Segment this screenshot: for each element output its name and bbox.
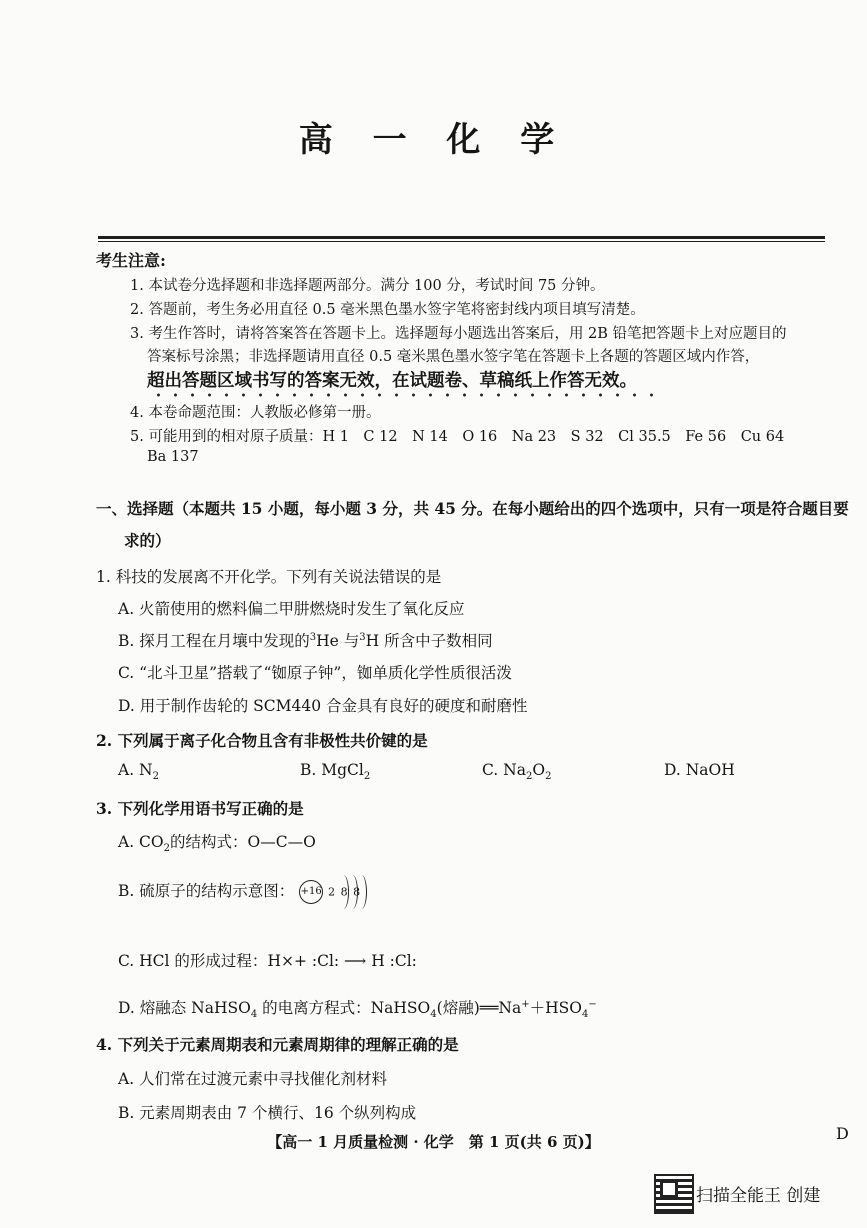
q2-c-sub2: 2: [545, 771, 552, 783]
q2-c-text: C. Na: [482, 761, 526, 779]
q4-option-b: B. 元素周期表由 7 个横行、16 个纵列构成: [118, 1104, 417, 1122]
notice-item-3-emphasis: 超出答题区域书写的答案无效，在试题卷、草稿纸上作答无效。: [147, 371, 637, 391]
q2-option-d: D. NaOH: [664, 761, 735, 779]
q3-d-post2: ＋HSO: [529, 999, 582, 1017]
q1-b-post: H 所含中子数相同: [365, 632, 493, 650]
q3-d-text: D. 熔融态 NaHSO: [118, 999, 251, 1017]
notice-item-5: 5. 可能用到的相对原子质量：H 1 C 12 N 14 O 16 Na 23 S 32 Cl 35.5 Fe 56 Cu 64: [130, 429, 785, 445]
q1-stem: 1. 科技的发展离不开化学。下列有关说法错误的是: [96, 568, 442, 586]
q1-option-b: [118, 629, 493, 651]
q3-d-sub2: 4: [430, 1009, 437, 1021]
q1-b-sup1: 3: [309, 631, 317, 643]
page-title: 高 一 化 学: [298, 120, 569, 160]
q2-stem: 2. 下列属于离子化合物且含有非极性共价键的是: [96, 731, 428, 750]
q3-c-text: C. HCl 的形成过程：: [118, 952, 268, 970]
q2-a-sub: 2: [152, 771, 159, 783]
q3-stem: 3. 下列化学用语书写正确的是: [96, 799, 304, 818]
q2-c-mid: O: [532, 761, 546, 779]
q2-option-b: [300, 761, 370, 782]
q3-d-post: (熔融)══Na: [436, 999, 522, 1017]
notice-item-3-cont: 答案标号涂黑；非选择题请用直径 0.5 毫米黑色墨水签字笔在答题卡上各题的答题区域内作答，: [147, 349, 760, 365]
q2-a-text: A. N: [118, 761, 153, 779]
notice-item-1: 1. 本试卷分选择题和非选择题两部分。满分 100 分，考试时间 75 分钟。: [130, 278, 605, 294]
header-rule-thick: [98, 236, 825, 239]
q1-option-d: D. 用于制作齿轮的 SCM440 合金具有良好的硬度和耐磨性: [118, 697, 528, 715]
q2-b-text: B. MgCl: [300, 761, 364, 779]
notice-item-5-cont: Ba 137: [147, 449, 199, 465]
q3-d-sub1: 4: [250, 1009, 258, 1021]
q3-d-sup2: −: [588, 998, 597, 1010]
q4-stem: 4. 下列关于元素周期表和元素周期律的理解正确的是: [96, 1035, 459, 1054]
q3-c-expr: H×+ :Cl: ⟶ H :Cl:: [267, 952, 417, 970]
section-heading: 一、选择题（本题共 15 小题，每小题 3 分，共 45 分。在每小题给出的四个选项中，只有一项是符合题目要: [96, 499, 849, 518]
shell-arc-3-icon: [356, 875, 367, 909]
notice-heading: 考生注意:: [96, 251, 166, 270]
sulfur-shells: 2 8 8: [328, 885, 362, 899]
q3-a-sub: 2: [163, 843, 170, 855]
q1-b-text: B. 探月工程在月壤中发现的: [118, 632, 310, 650]
q2-option-a: [118, 761, 159, 782]
sulfur-nucleus-icon: +16: [299, 880, 323, 904]
scanner-watermark: 扫描全能王 创建: [696, 1186, 821, 1206]
q1-b-mid: He 与: [316, 632, 360, 650]
header-rule-thin: [98, 241, 825, 242]
page-footer: 【高一 1 月质量检测 · 化学 第 1 页(共 6 页)】: [267, 1133, 600, 1151]
q3-option-a: [118, 830, 316, 854]
q1-option-c: C. “北斗卫星”搭载了“铷原子钟”，铷单质化学性质很活泼: [118, 664, 512, 682]
corner-mark: D: [836, 1124, 849, 1143]
q3-option-c: [118, 949, 417, 971]
q3-option-b: [118, 875, 367, 909]
q2-c-sub1: 2: [525, 771, 533, 783]
q3-b-text: B. 硫原子的结构示意图：: [118, 882, 295, 900]
q3-d-sup1: +: [521, 998, 530, 1010]
q3-d-mid: 的电离方程式：NaHSO: [257, 999, 431, 1017]
q2-b-sub: 2: [363, 771, 371, 783]
qr-finder-icon: [660, 1180, 678, 1198]
q1-b-sup2: 3: [359, 631, 366, 643]
q3-a-post: 的结构式：O—C—O: [170, 833, 316, 851]
q3-option-d: [118, 996, 597, 1020]
q3-a-text: A. CO: [118, 833, 164, 851]
notice-item-3: 3. 考生作答时，请将答案答在答题卡上。选择题每小题选出答案后，用 2B 铅笔把答题卡上对应题目的: [130, 326, 787, 342]
notice-item-2: 2. 答题前，考生务必用直径 0.5 毫米黑色墨水签字笔将密封线内项目填写清楚。: [130, 302, 645, 318]
emphasis-dots: [150, 393, 660, 397]
q3-d-sub3: 4: [581, 1009, 589, 1021]
q2-option-c: [482, 761, 551, 782]
notice-item-4: 4. 本卷命题范围：人教版必修第一册。: [130, 405, 381, 421]
section-heading-cont: 求的）: [124, 531, 171, 550]
q4-option-a: A. 人们常在过渡元素中寻找催化剂材料: [118, 1070, 388, 1088]
q1-option-a: A. 火箭使用的燃料偏二甲肼燃烧时发生了氧化反应: [118, 600, 465, 618]
